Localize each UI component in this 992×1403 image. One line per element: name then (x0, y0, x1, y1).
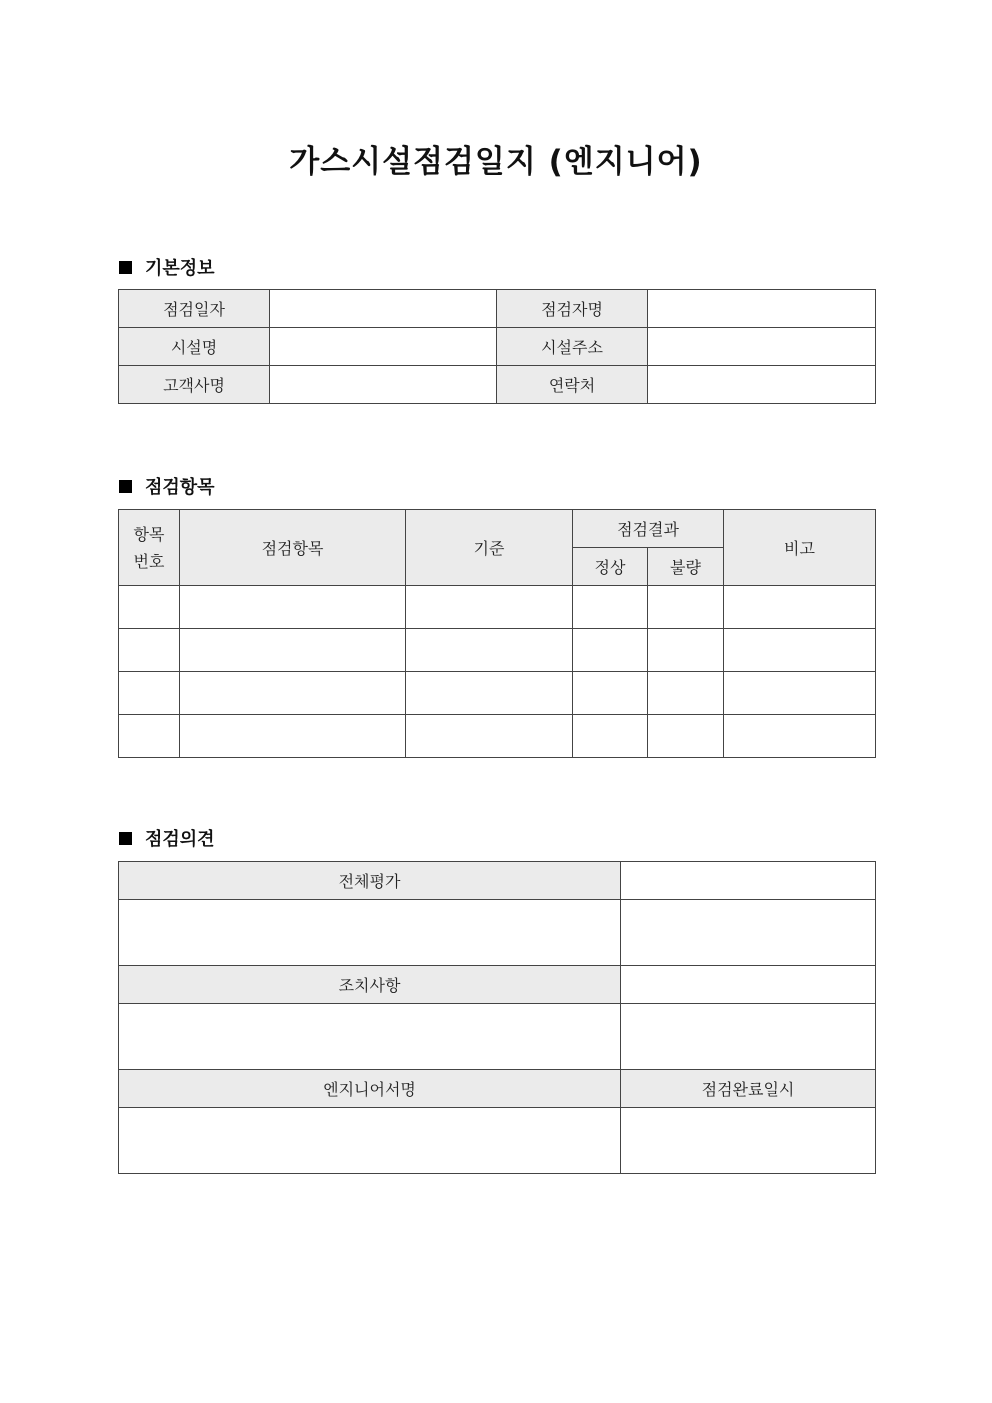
page-title: 가스시설점검일지 (엔지니어) (289, 144, 703, 180)
item-cell[interactable] (180, 672, 406, 715)
standard-cell[interactable] (406, 629, 573, 672)
section-heading-items (119, 473, 215, 499)
section-label: 기본정보 (145, 258, 215, 279)
col-header-result: 점검결과 (573, 510, 724, 548)
remark-cell[interactable] (724, 629, 876, 672)
normal-cell[interactable] (573, 629, 648, 672)
table-row (119, 715, 876, 758)
section-heading-opinion (119, 825, 215, 851)
standard-cell[interactable] (406, 672, 573, 715)
remark-cell[interactable] (724, 715, 876, 758)
col-header-item-no (119, 510, 180, 586)
remark-cell[interactable] (724, 672, 876, 715)
completion-datetime-field[interactable] (621, 1108, 876, 1174)
engineer-signature-field[interactable] (119, 1108, 621, 1174)
section-heading-basic (119, 254, 215, 280)
standard-cell[interactable] (406, 586, 573, 629)
col-header-bad: 불량 (648, 548, 724, 586)
col-header-remark: 비고 (724, 510, 876, 586)
facility-name-label: 시설명 (119, 328, 270, 366)
contact-label: 연락처 (497, 366, 648, 404)
action-taken-side-body[interactable] (621, 1004, 876, 1070)
square-bullet-icon (119, 261, 132, 274)
action-taken-side-field[interactable] (621, 966, 876, 1004)
table-row (119, 586, 876, 629)
engineer-signature-label: 엔지니어서명 (119, 1070, 621, 1108)
customer-name-label: 고객사명 (119, 366, 270, 404)
normal-cell[interactable] (573, 715, 648, 758)
item-no-cell[interactable] (119, 715, 180, 758)
table-row (119, 629, 876, 672)
action-taken-field[interactable] (119, 1004, 621, 1070)
basic-info-table (118, 289, 876, 404)
completion-datetime-label: 점검완료일시 (621, 1070, 876, 1108)
overall-evaluation-side-field[interactable] (621, 862, 876, 900)
bad-cell[interactable] (648, 672, 724, 715)
square-bullet-icon (119, 480, 132, 493)
action-taken-label: 조치사항 (119, 966, 621, 1004)
inspector-name-label: 점검자명 (497, 290, 648, 328)
inspection-date-field[interactable] (270, 290, 497, 328)
item-cell[interactable] (180, 629, 406, 672)
col-header-item-no-line1: 항목 (133, 524, 165, 544)
section-label: 점검의견 (145, 829, 215, 850)
bad-cell[interactable] (648, 629, 724, 672)
normal-cell[interactable] (573, 586, 648, 629)
square-bullet-icon (119, 832, 132, 845)
item-no-cell[interactable] (119, 629, 180, 672)
col-header-standard: 기준 (406, 510, 573, 586)
normal-cell[interactable] (573, 672, 648, 715)
customer-name-field[interactable] (270, 366, 497, 404)
item-cell[interactable] (180, 586, 406, 629)
remark-cell[interactable] (724, 586, 876, 629)
item-no-cell[interactable] (119, 672, 180, 715)
facility-address-label: 시설주소 (497, 328, 648, 366)
section-label: 점검항목 (145, 477, 215, 498)
col-header-item-no-line2: 번호 (133, 551, 165, 571)
item-no-cell[interactable] (119, 586, 180, 629)
bad-cell[interactable] (648, 586, 724, 629)
inspection-items-table (118, 509, 876, 758)
contact-field[interactable] (648, 366, 876, 404)
standard-cell[interactable] (406, 715, 573, 758)
col-header-item: 점검항목 (180, 510, 406, 586)
facility-name-field[interactable] (270, 328, 497, 366)
overall-evaluation-side-body[interactable] (621, 900, 876, 966)
overall-evaluation-label: 전체평가 (119, 862, 621, 900)
inspection-opinion-table (118, 861, 876, 1174)
overall-evaluation-field[interactable] (119, 900, 621, 966)
facility-address-field[interactable] (648, 328, 876, 366)
item-cell[interactable] (180, 715, 406, 758)
col-header-normal: 정상 (573, 548, 648, 586)
bad-cell[interactable] (648, 715, 724, 758)
inspector-name-field[interactable] (648, 290, 876, 328)
table-row (119, 672, 876, 715)
inspection-date-label: 점검일자 (119, 290, 270, 328)
